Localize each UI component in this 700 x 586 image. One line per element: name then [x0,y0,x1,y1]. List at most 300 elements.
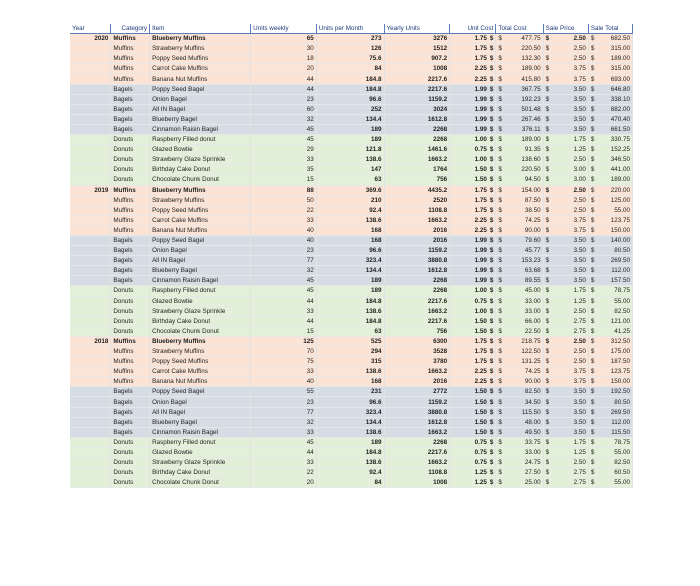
cell-category[interactable]: Bagels [111,407,150,417]
cell-unit-cost[interactable] [450,417,496,427]
cell-sale-price[interactable] [543,377,588,387]
cell-yearly-units[interactable]: 2217.6 [384,447,450,457]
cell-sale-price[interactable] [543,94,588,104]
header-year[interactable]: Year [70,24,111,34]
cell-category[interactable]: Muffins [111,74,150,84]
cell-year[interactable] [70,417,111,427]
cell-item[interactable]: Onion Bagel [150,94,251,104]
header-sale-price[interactable]: Sale Price [543,24,588,34]
cell-sale-price[interactable] [543,205,588,215]
cell-units-per-month[interactable]: 315 [316,357,384,367]
cell-sale-price[interactable] [543,326,588,336]
cell-sale-total[interactable] [588,357,632,367]
cell-sale-total[interactable] [588,135,632,145]
cell-unit-cost[interactable] [450,235,496,245]
cell-item[interactable]: Strawberry Glaze Sprinkle [150,306,251,316]
cell-item[interactable]: Carrot Cake Muffins [150,215,251,225]
cell-unit-cost[interactable] [450,478,496,488]
cell-sale-total[interactable] [588,276,632,286]
cell-item[interactable]: Glazed Bowtie [150,145,251,155]
cell-category[interactable]: Muffins [111,205,150,215]
cell-year[interactable] [70,124,111,134]
cell-units-per-month[interactable]: 147 [316,165,384,175]
cell-yearly-units[interactable]: 907.2 [384,54,450,64]
cell-yearly-units[interactable]: 1461.6 [384,145,450,155]
cell-sale-total[interactable] [588,427,632,437]
cell-unit-cost[interactable] [450,316,496,326]
cell-units-per-month[interactable]: 189 [316,286,384,296]
cell-item[interactable]: Onion Bagel [150,246,251,256]
cell-sale-total[interactable] [588,256,632,266]
cell-total-cost[interactable] [496,357,543,367]
cell-total-cost[interactable] [496,266,543,276]
cell-units-per-month[interactable]: 369.6 [316,185,384,195]
cell-sale-price[interactable] [543,336,588,346]
cell-total-cost[interactable] [496,478,543,488]
cell-units-per-month[interactable]: 184.8 [316,316,384,326]
cell-units-weekly[interactable]: 32 [251,266,317,276]
cell-item[interactable]: Chocolate Chunk Donut [150,478,251,488]
cell-unit-cost[interactable] [450,306,496,316]
cell-category[interactable]: Donuts [111,447,150,457]
cell-units-per-month[interactable]: 138.6 [316,427,384,437]
cell-sale-total[interactable] [588,94,632,104]
cell-total-cost[interactable] [496,286,543,296]
cell-units-weekly[interactable]: 44 [251,316,317,326]
cell-item[interactable]: Carrot Cake Muffins [150,367,251,377]
cell-units-weekly[interactable]: 33 [251,306,317,316]
cell-item[interactable]: Poppy Seed Bagel [150,84,251,94]
cell-sale-price[interactable] [543,266,588,276]
cell-sale-total[interactable] [588,145,632,155]
cell-total-cost[interactable] [496,326,543,336]
cell-unit-cost[interactable] [450,64,496,74]
cell-year[interactable] [70,387,111,397]
cell-units-weekly[interactable]: 75 [251,357,317,367]
cell-item[interactable]: Glazed Bowtie [150,447,251,457]
cell-total-cost[interactable] [496,104,543,114]
cell-yearly-units[interactable]: 3024 [384,104,450,114]
cell-units-per-month[interactable]: 138.6 [316,458,384,468]
cell-yearly-units[interactable]: 3880.8 [384,256,450,266]
cell-category[interactable]: Bagels [111,427,150,437]
cell-category[interactable]: Bagels [111,104,150,114]
cell-units-weekly[interactable]: 44 [251,74,317,84]
cell-item[interactable]: Blueberry Bagel [150,266,251,276]
cell-total-cost[interactable] [496,397,543,407]
cell-sale-total[interactable] [588,387,632,397]
cell-sale-total[interactable] [588,84,632,94]
cell-year[interactable] [70,215,111,225]
cell-units-per-month[interactable]: 63 [316,326,384,336]
cell-sale-price[interactable] [543,225,588,235]
cell-total-cost[interactable] [496,447,543,457]
cell-unit-cost[interactable] [450,458,496,468]
cell-units-per-month[interactable]: 126 [316,44,384,54]
cell-item[interactable]: Raspberry Filled donut [150,286,251,296]
cell-year[interactable] [70,135,111,145]
cell-total-cost[interactable] [496,306,543,316]
cell-sale-price[interactable] [543,447,588,457]
cell-units-weekly[interactable]: 40 [251,377,317,387]
cell-units-per-month[interactable]: 189 [316,276,384,286]
cell-year[interactable] [70,296,111,306]
cell-units-weekly[interactable]: 29 [251,145,317,155]
cell-year[interactable] [70,367,111,377]
cell-yearly-units[interactable]: 756 [384,326,450,336]
cell-item[interactable]: Strawberry Muffins [150,44,251,54]
cell-category[interactable]: Muffins [111,185,150,195]
cell-yearly-units[interactable]: 756 [384,175,450,185]
cell-sale-total[interactable] [588,225,632,235]
cell-total-cost[interactable] [496,94,543,104]
cell-item[interactable]: Poppy Seed Muffins [150,357,251,367]
cell-item[interactable]: Birthday Cake Donut [150,165,251,175]
cell-yearly-units[interactable]: 1764 [384,165,450,175]
cell-year[interactable] [70,427,111,437]
cell-unit-cost[interactable] [450,94,496,104]
cell-item[interactable]: Poppy Seed Muffins [150,205,251,215]
cell-sale-price[interactable] [543,104,588,114]
cell-units-weekly[interactable]: 88 [251,185,317,195]
cell-sale-total[interactable] [588,306,632,316]
cell-units-per-month[interactable]: 184.8 [316,84,384,94]
cell-sale-price[interactable] [543,316,588,326]
cell-sale-total[interactable] [588,326,632,336]
cell-units-weekly[interactable]: 77 [251,256,317,266]
cell-unit-cost[interactable] [450,44,496,54]
cell-sale-total[interactable] [588,316,632,326]
cell-units-weekly[interactable]: 33 [251,458,317,468]
cell-units-weekly[interactable]: 44 [251,296,317,306]
cell-units-weekly[interactable]: 32 [251,417,317,427]
cell-year[interactable] [70,64,111,74]
cell-unit-cost[interactable] [450,205,496,215]
cell-sale-total[interactable] [588,246,632,256]
cell-year[interactable] [70,377,111,387]
cell-unit-cost[interactable] [450,296,496,306]
cell-year[interactable] [70,155,111,165]
cell-total-cost[interactable] [496,54,543,64]
cell-category[interactable]: Donuts [111,145,150,155]
cell-yearly-units[interactable]: 2217.6 [384,74,450,84]
cell-yearly-units[interactable]: 2772 [384,387,450,397]
header-units-weekly[interactable]: Units weekly [251,24,317,34]
cell-sale-price[interactable] [543,235,588,245]
cell-units-weekly[interactable]: 44 [251,84,317,94]
cell-units-weekly[interactable]: 23 [251,246,317,256]
cell-units-weekly[interactable]: 45 [251,124,317,134]
cell-category[interactable]: Bagels [111,124,150,134]
cell-total-cost[interactable] [496,296,543,306]
cell-year[interactable] [70,478,111,488]
cell-total-cost[interactable] [496,64,543,74]
cell-unit-cost[interactable] [450,427,496,437]
cell-units-weekly[interactable]: 44 [251,447,317,457]
cell-sale-price[interactable] [543,64,588,74]
cell-category[interactable]: Donuts [111,468,150,478]
cell-year[interactable]: 2020 [70,34,111,44]
cell-units-per-month[interactable]: 210 [316,195,384,205]
cell-units-weekly[interactable]: 35 [251,165,317,175]
cell-units-weekly[interactable]: 33 [251,427,317,437]
cell-sale-price[interactable] [543,468,588,478]
cell-units-per-month[interactable]: 138.6 [316,306,384,316]
cell-sale-total[interactable] [588,205,632,215]
cell-yearly-units[interactable]: 2268 [384,437,450,447]
cell-category[interactable]: Donuts [111,286,150,296]
cell-year[interactable] [70,104,111,114]
cell-units-weekly[interactable]: 15 [251,326,317,336]
cell-item[interactable]: Blueberry Bagel [150,114,251,124]
cell-total-cost[interactable] [496,124,543,134]
cell-total-cost[interactable] [496,145,543,155]
cell-year[interactable] [70,276,111,286]
cell-sale-price[interactable] [543,286,588,296]
cell-units-per-month[interactable]: 92.4 [316,205,384,215]
cell-category[interactable]: Donuts [111,296,150,306]
cell-sale-price[interactable] [543,155,588,165]
cell-year[interactable] [70,316,111,326]
cell-total-cost[interactable] [496,276,543,286]
cell-sale-price[interactable] [543,84,588,94]
cell-sale-price[interactable] [543,165,588,175]
cell-total-cost[interactable] [496,316,543,326]
cell-item[interactable]: Carrot Cake Muffins [150,64,251,74]
cell-sale-price[interactable] [543,54,588,64]
cell-year[interactable] [70,165,111,175]
cell-units-weekly[interactable]: 55 [251,387,317,397]
cell-sale-total[interactable] [588,458,632,468]
cell-units-per-month[interactable]: 189 [316,124,384,134]
cell-item[interactable]: Strawberry Muffins [150,195,251,205]
cell-units-weekly[interactable]: 22 [251,205,317,215]
cell-unit-cost[interactable] [450,397,496,407]
cell-units-weekly[interactable]: 32 [251,114,317,124]
cell-units-weekly[interactable]: 22 [251,468,317,478]
cell-units-weekly[interactable]: 30 [251,44,317,54]
cell-sale-price[interactable] [543,407,588,417]
cell-year[interactable] [70,256,111,266]
cell-units-per-month[interactable]: 168 [316,235,384,245]
cell-year[interactable] [70,306,111,316]
cell-sale-total[interactable] [588,64,632,74]
cell-sale-price[interactable] [543,478,588,488]
cell-category[interactable]: Donuts [111,316,150,326]
cell-total-cost[interactable] [496,256,543,266]
cell-sale-price[interactable] [543,306,588,316]
cell-total-cost[interactable] [496,235,543,245]
cell-units-weekly[interactable]: 45 [251,276,317,286]
cell-total-cost[interactable] [496,205,543,215]
cell-yearly-units[interactable]: 1663.2 [384,155,450,165]
cell-units-weekly[interactable]: 33 [251,367,317,377]
cell-year[interactable] [70,397,111,407]
cell-unit-cost[interactable] [450,124,496,134]
cell-sale-total[interactable] [588,195,632,205]
cell-sale-total[interactable] [588,114,632,124]
cell-units-weekly[interactable]: 20 [251,64,317,74]
cell-sale-total[interactable] [588,296,632,306]
cell-category[interactable]: Muffins [111,64,150,74]
cell-category[interactable]: Muffins [111,215,150,225]
cell-units-weekly[interactable]: 45 [251,437,317,447]
cell-total-cost[interactable] [496,427,543,437]
cell-total-cost[interactable] [496,215,543,225]
cell-sale-total[interactable] [588,215,632,225]
cell-unit-cost[interactable] [450,185,496,195]
cell-category[interactable]: Donuts [111,175,150,185]
cell-units-weekly[interactable]: 45 [251,135,317,145]
cell-category[interactable]: Bagels [111,246,150,256]
cell-unit-cost[interactable] [450,387,496,397]
cell-item[interactable]: Strawberry Glaze Sprinkle [150,155,251,165]
cell-units-weekly[interactable]: 125 [251,336,317,346]
cell-sale-price[interactable] [543,135,588,145]
cell-sale-price[interactable] [543,276,588,286]
cell-sale-total[interactable] [588,124,632,134]
cell-category[interactable]: Muffins [111,357,150,367]
cell-total-cost[interactable] [496,114,543,124]
cell-units-per-month[interactable]: 92.4 [316,468,384,478]
cell-units-per-month[interactable]: 189 [316,135,384,145]
cell-unit-cost[interactable] [450,326,496,336]
cell-total-cost[interactable] [496,34,543,44]
cell-unit-cost[interactable] [450,225,496,235]
cell-units-per-month[interactable]: 138.6 [316,215,384,225]
cell-category[interactable]: Muffins [111,336,150,346]
cell-yearly-units[interactable]: 2268 [384,286,450,296]
cell-yearly-units[interactable]: 2016 [384,235,450,245]
cell-units-per-month[interactable]: 121.8 [316,145,384,155]
cell-sale-total[interactable] [588,447,632,457]
cell-total-cost[interactable] [496,246,543,256]
cell-units-per-month[interactable]: 75.6 [316,54,384,64]
cell-sale-total[interactable] [588,286,632,296]
cell-units-per-month[interactable]: 252 [316,104,384,114]
cell-year[interactable] [70,145,111,155]
cell-unit-cost[interactable] [450,135,496,145]
cell-yearly-units[interactable]: 2268 [384,135,450,145]
cell-item[interactable]: All IN Bagel [150,407,251,417]
cell-units-per-month[interactable]: 84 [316,64,384,74]
cell-sale-total[interactable] [588,175,632,185]
cell-units-per-month[interactable]: 96.6 [316,246,384,256]
cell-year[interactable] [70,74,111,84]
cell-item[interactable]: Blueberry Muffins [150,34,251,44]
cell-year[interactable] [70,54,111,64]
cell-item[interactable]: Cinnamon Raisin Bagel [150,427,251,437]
cell-sale-price[interactable] [543,34,588,44]
cell-sale-price[interactable] [543,44,588,54]
cell-unit-cost[interactable] [450,165,496,175]
cell-item[interactable]: Cinnamon Raisin Bagel [150,124,251,134]
cell-yearly-units[interactable]: 2217.6 [384,316,450,326]
cell-units-per-month[interactable]: 134.4 [316,417,384,427]
cell-yearly-units[interactable]: 1108.8 [384,205,450,215]
cell-year[interactable] [70,195,111,205]
cell-year[interactable] [70,266,111,276]
cell-item[interactable]: Onion Bagel [150,397,251,407]
cell-units-per-month[interactable]: 96.6 [316,397,384,407]
cell-sale-total[interactable] [588,336,632,346]
cell-item[interactable]: Blueberry Bagel [150,417,251,427]
cell-year[interactable] [70,407,111,417]
cell-units-per-month[interactable]: 294 [316,347,384,357]
cell-sale-price[interactable] [543,124,588,134]
cell-sale-price[interactable] [543,427,588,437]
cell-unit-cost[interactable] [450,347,496,357]
cell-item[interactable]: Raspberry Filled donut [150,135,251,145]
cell-item[interactable]: Banana Nut Muffins [150,377,251,387]
cell-category[interactable]: Muffins [111,377,150,387]
cell-category[interactable]: Bagels [111,235,150,245]
cell-category[interactable]: Muffins [111,44,150,54]
cell-category[interactable]: Bagels [111,266,150,276]
cell-yearly-units[interactable]: 1663.2 [384,215,450,225]
cell-yearly-units[interactable]: 1663.2 [384,427,450,437]
cell-units-weekly[interactable]: 33 [251,155,317,165]
cell-sale-total[interactable] [588,468,632,478]
cell-units-per-month[interactable]: 134.4 [316,114,384,124]
cell-sale-price[interactable] [543,185,588,195]
cell-total-cost[interactable] [496,74,543,84]
cell-unit-cost[interactable] [450,215,496,225]
cell-item[interactable]: Chocolate Chunk Donut [150,175,251,185]
cell-total-cost[interactable] [496,155,543,165]
cell-sale-price[interactable] [543,387,588,397]
cell-units-per-month[interactable]: 134.4 [316,266,384,276]
cell-sale-price[interactable] [543,246,588,256]
cell-item[interactable]: Strawberry Muffins [150,347,251,357]
cell-category[interactable]: Donuts [111,306,150,316]
cell-unit-cost[interactable] [450,256,496,266]
cell-sale-price[interactable] [543,175,588,185]
cell-yearly-units[interactable]: 1159.2 [384,94,450,104]
cell-sale-total[interactable] [588,417,632,427]
cell-sale-total[interactable] [588,54,632,64]
cell-item[interactable]: Banana Nut Muffins [150,74,251,84]
cell-year[interactable] [70,458,111,468]
cell-total-cost[interactable] [496,44,543,54]
cell-unit-cost[interactable] [450,407,496,417]
cell-category[interactable]: Donuts [111,437,150,447]
cell-yearly-units[interactable]: 1108.8 [384,468,450,478]
cell-total-cost[interactable] [496,417,543,427]
cell-item[interactable]: Chocolate Chunk Donut [150,326,251,336]
cell-unit-cost[interactable] [450,437,496,447]
cell-item[interactable]: Blueberry Muffins [150,336,251,346]
cell-units-weekly[interactable]: 40 [251,235,317,245]
cell-year[interactable]: 2018 [70,336,111,346]
cell-category[interactable]: Bagels [111,256,150,266]
cell-year[interactable] [70,205,111,215]
cell-sale-total[interactable] [588,155,632,165]
cell-year[interactable] [70,225,111,235]
cell-sale-price[interactable] [543,437,588,447]
cell-units-per-month[interactable]: 63 [316,175,384,185]
cell-year[interactable] [70,447,111,457]
cell-category[interactable]: Bagels [111,114,150,124]
cell-sale-price[interactable] [543,417,588,427]
cell-total-cost[interactable] [496,387,543,397]
cell-total-cost[interactable] [496,437,543,447]
cell-total-cost[interactable] [496,175,543,185]
cell-sale-total[interactable] [588,377,632,387]
cell-category[interactable]: Bagels [111,387,150,397]
cell-total-cost[interactable] [496,225,543,235]
header-unit-cost[interactable]: Unit Cost [450,24,496,34]
